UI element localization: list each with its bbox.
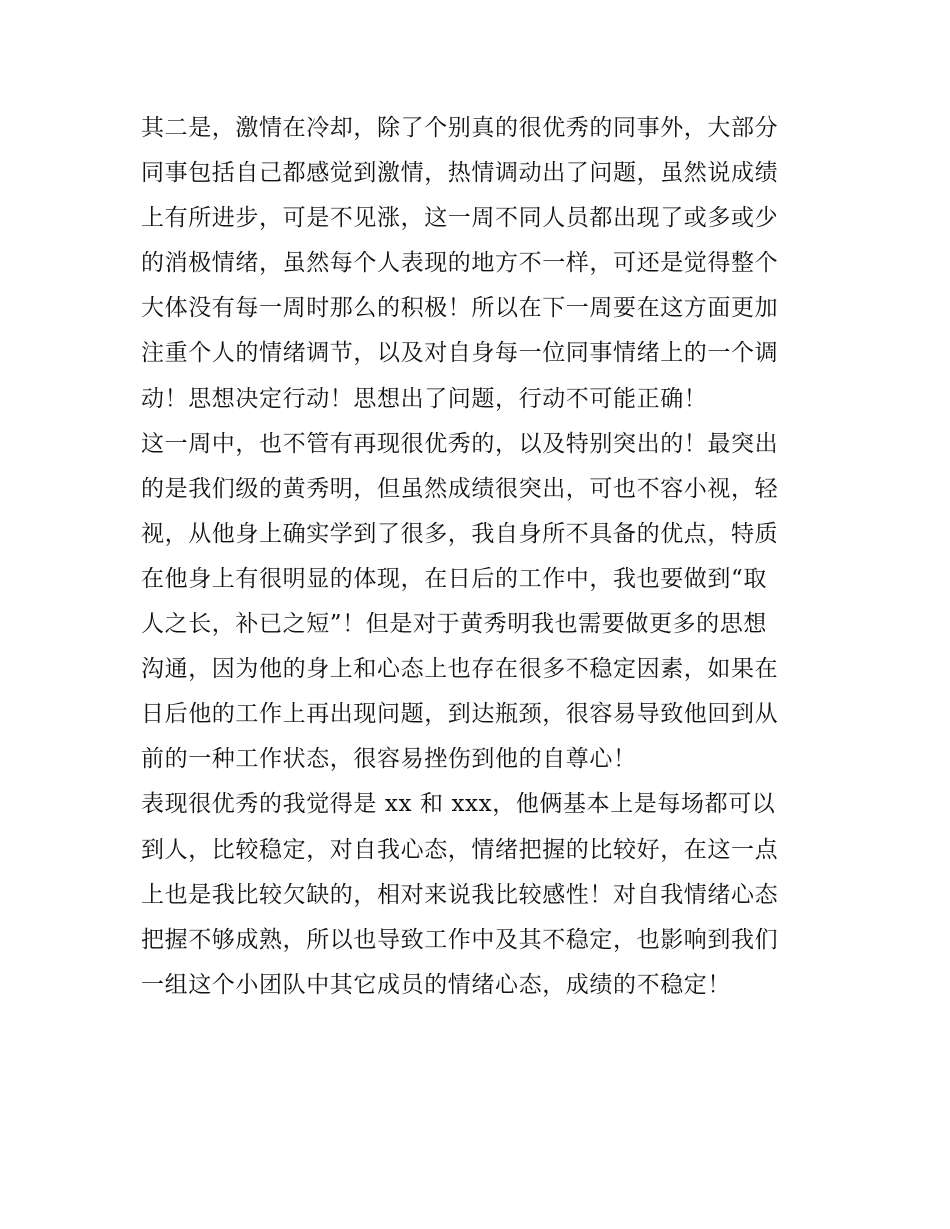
- text-line: 在他身上有很明显的体现，在日后的工作中，我也要做到“取: [141, 565, 767, 592]
- text-line: 人之长，补已之短”！但是对于黄秀明我也需要做更多的思想: [141, 611, 767, 638]
- text-line: 到人，比较稳定，对自我心态，情绪把握的比较好，在这一点: [141, 836, 779, 863]
- text-line: 上有所进步，可是不见涨，这一周不同人员都出现了或多或少: [141, 205, 779, 232]
- text-line: 大体没有每一周时那么的积极！所以在下一周要在这方面更加: [141, 295, 779, 322]
- text-line: 一组这个小团队中其它成员的情绪心态，成绩的不稳定！: [141, 971, 731, 998]
- body-text: [141, 106, 821, 1008]
- text-line: 日后他的工作上再出现问题，到达瓶颈，很容易导致他回到从: [141, 701, 779, 728]
- text-line: 同事包括自己都感觉到激情，热情调动出了问题，虽然说成绩: [141, 160, 779, 187]
- text-line: 其二是，激情在冷却，除了个别真的很优秀的同事外，大部分: [141, 115, 779, 141]
- text-line: 视，从他身上确实学到了很多，我自身所不具备的优点，特质: [141, 520, 779, 547]
- text-line: 表现很优秀的我觉得是 xx 和 xxx，他俩基本上是每场都可以: [141, 791, 776, 818]
- text-line: 注重个人的情绪调节，以及对自身每一位同事情绪上的一个调: [141, 340, 779, 367]
- text-line: 的是我们级的黄秀明，但虽然成绩很突出，可也不容小视，轻: [141, 475, 779, 502]
- text-line: 沟通，因为他的身上和心态上也存在很多不稳定因素，如果在: [141, 656, 779, 683]
- text-line: 的消极情绪，虽然每个人表现的地方不一样，可还是觉得整个: [141, 250, 779, 277]
- text-line: 前的一种工作状态，很容易挫伤到他的自尊心！: [141, 746, 637, 773]
- text-line: 把握不够成熟，所以也导致工作中及其不稳定，也影响到我们: [141, 926, 779, 953]
- text-line: 动！思想决定行动！思想出了问题，行动不可能正确！: [141, 385, 708, 412]
- text-line: 这一周中，也不管有再现很优秀的，以及特别突出的！最突出: [141, 430, 779, 457]
- text-line: 上也是我比较欠缺的，相对来说我比较感性！对自我情绪心态: [141, 881, 779, 908]
